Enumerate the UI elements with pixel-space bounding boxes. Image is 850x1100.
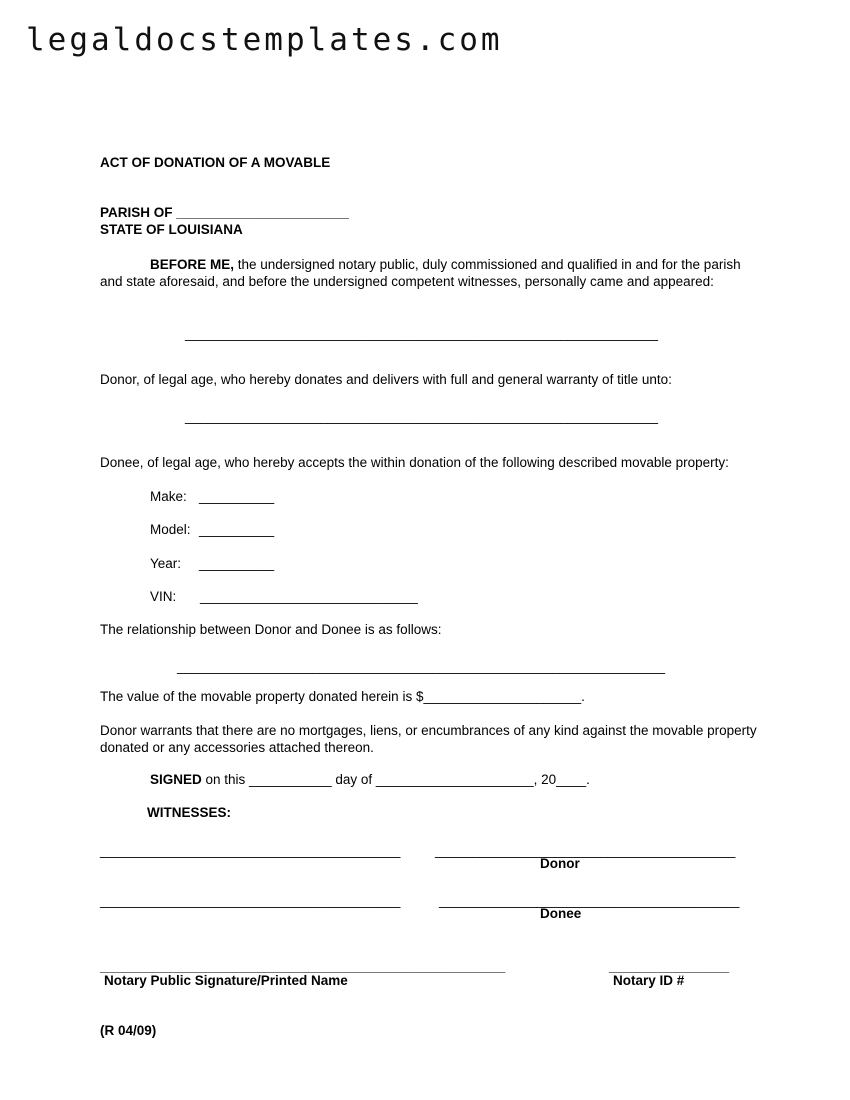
notary-id-label: Notary ID #	[613, 973, 685, 988]
donor-signature-line: ________________________________________	[435, 843, 736, 858]
notary-signature-label: Notary Public Signature/Printed Name	[104, 973, 348, 988]
model-field: __________	[199, 522, 275, 537]
make-field: __________	[199, 489, 275, 504]
before-me-paragraph	[100, 256, 760, 290]
donor-signature-label: Donor	[540, 856, 580, 871]
witness-signature-line-1: ________________________________________	[100, 843, 401, 858]
donor-paragraph: Donor, of legal age, who hereby donates and delivers with full and general warranty of title unto:	[100, 372, 672, 387]
value-paragraph: The value of the movable property donated herein is $_____________________.	[100, 689, 585, 704]
signed-bold: SIGNED	[150, 772, 202, 787]
before-me-text: the undersigned notary public, duly commissioned and qualified in and for the parish and state aforesaid, and before the undersigned competent witnesses, personally came and appeared:	[100, 257, 741, 289]
notary-id-line: ________________	[609, 959, 730, 974]
signed-paragraph	[150, 772, 590, 787]
warranty-paragraph: Donor warrants that there are no mortgages, liens, or encumbrances of any kind against the movable property donated or any accessories attached thereon.	[100, 723, 757, 755]
state-label: STATE OF LOUISIANA	[100, 222, 243, 237]
signed-text: on this ___________ day of _____________________, 20____.	[201, 772, 590, 787]
before-me-bold: BEFORE ME,	[150, 257, 235, 272]
witness-signature-line-2: ________________________________________	[100, 893, 401, 908]
donor-name-line: _______________________________________________________________	[185, 326, 659, 341]
revision-code: (R 04/09)	[100, 1023, 157, 1038]
donee-paragraph: Donee, of legal age, who hereby accepts the within donation of the following described movable property:	[100, 455, 729, 470]
document-title: ACT OF DONATION OF A MOVABLE	[100, 155, 331, 170]
relationship-line: _________________________________________________________________	[177, 659, 666, 674]
vin-field: _____________________________	[200, 589, 418, 604]
year-label: Year:	[150, 556, 182, 571]
donee-signature-label: Donee	[540, 906, 582, 921]
donee-name-line: _______________________________________________________________	[185, 409, 659, 424]
relationship-paragraph: The relationship between Donor and Donee is as follows:	[100, 622, 442, 637]
make-label: Make:	[150, 489, 187, 504]
witnesses-heading: WITNESSES:	[147, 805, 232, 820]
parish-field: PARISH OF _______________________	[100, 205, 349, 220]
notary-signature-line: ______________________________________________________	[100, 959, 506, 974]
year-field: __________	[199, 556, 275, 571]
vin-label: VIN:	[150, 589, 177, 604]
model-label: Model:	[150, 522, 191, 537]
donee-signature-line: ________________________________________	[439, 893, 740, 908]
site-watermark: legaldocstemplates.com	[26, 22, 503, 58]
